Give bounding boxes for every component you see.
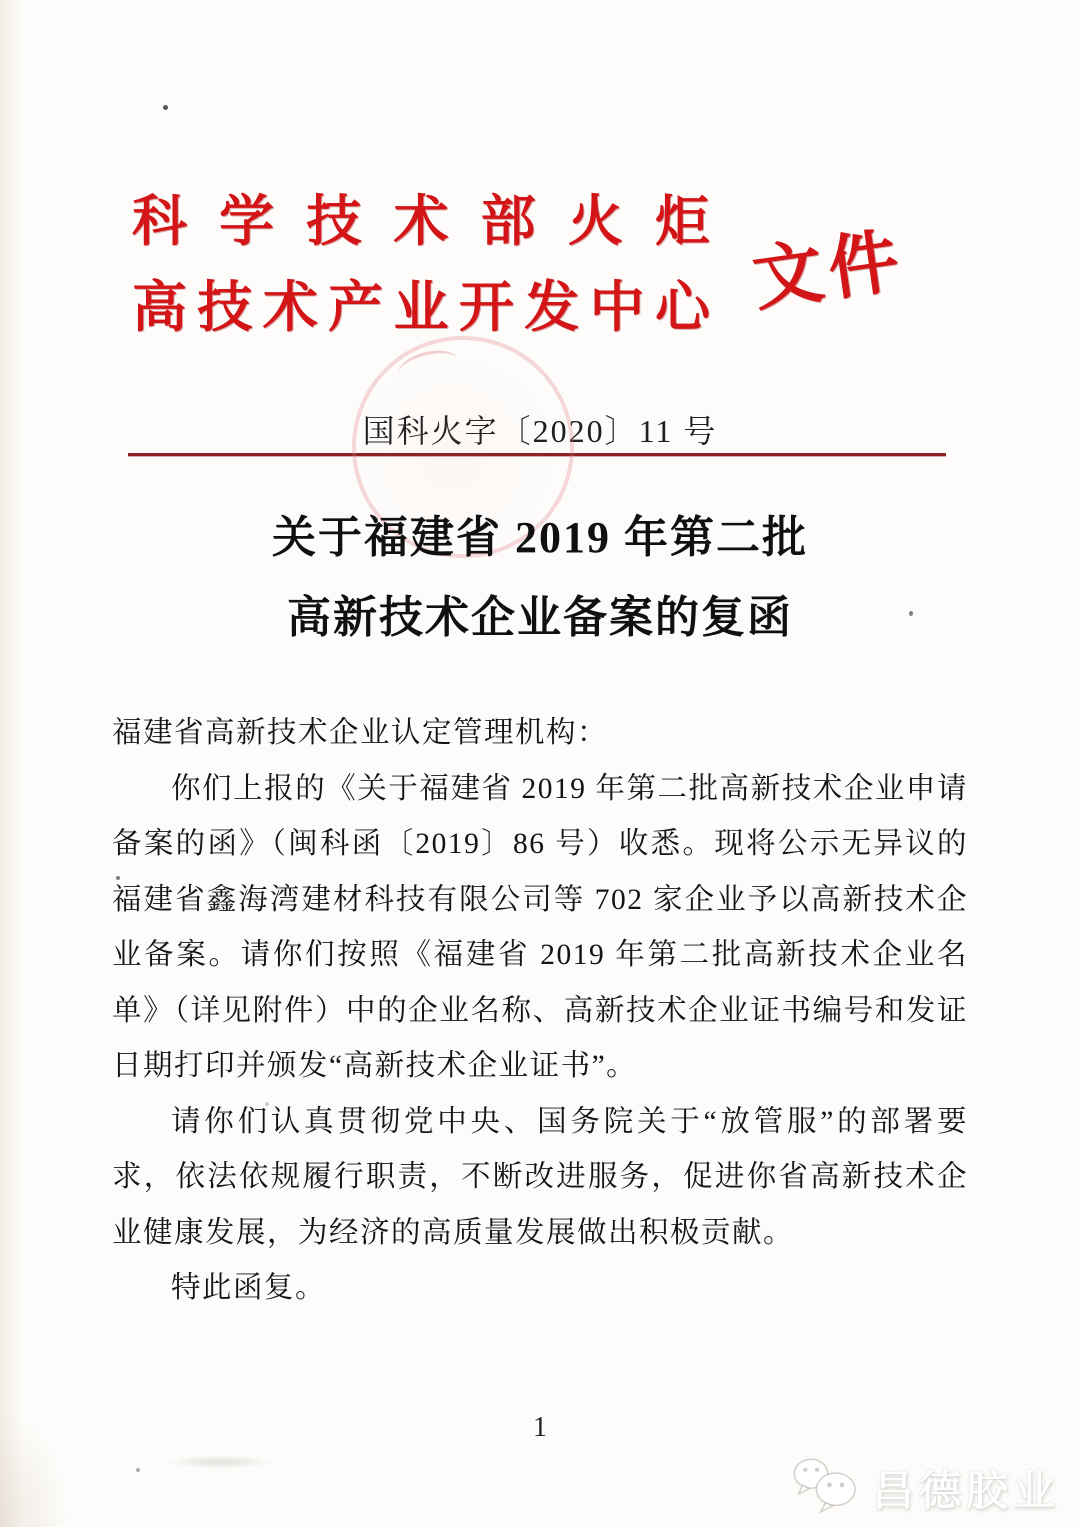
scan-edge-shadow (0, 0, 26, 1527)
salutation: 福建省高新技术企业认定管理机构： (112, 717, 609, 749)
document-type-label: 文件 (748, 222, 910, 321)
document-number: 国科火字〔2020〕11 号 (362, 413, 718, 449)
publisher-watermark (790, 1456, 1060, 1519)
body-paragraph: 你们上报的《关于福建省 2019 年第二批高新技术企业申请备案的函》（闽科函〔2019〕86 号）收悉。现将公示无异议的福建省鑫海湾建材科技有限公司等 702 家企业予以高新技术企业备案。请你们按照《福建省 2019 年第二批高新技术企业名单》（详见附件）中的企业名称、高新技术企业证书编号和发证日期打印并颁发“高新技术企业证书”。 (112, 772, 968, 1082)
body-paragraph: 请你们认真贯彻党中央、国务院关于“放管服”的部署要求，依法依规履行职责，不断改进服务，促进你省高新技术企业健康发展，为经济的高质量发展做出积极贡献。 (112, 1105, 968, 1249)
scan-smudge (165, 1455, 275, 1469)
letterhead (132, 190, 710, 340)
document-body (112, 706, 968, 1317)
watermark-text: 昌德胶业 (871, 1466, 1060, 1514)
page-number: 1 (533, 1412, 547, 1443)
scan-speck (265, 1102, 269, 1106)
scan-speck (163, 105, 168, 110)
document-title (0, 498, 1080, 658)
document-title-line1: 关于福建省 2019 年第二批 (272, 513, 808, 562)
org-name-line1: 科学技术部火炬 (132, 191, 710, 252)
scan-speck (136, 1468, 140, 1472)
wechat-icon (790, 1456, 860, 1519)
org-name-line2: 高技术产业开发中心 (132, 277, 710, 338)
body-paragraph: 特此函复。 (171, 1272, 327, 1304)
scan-speck (909, 611, 913, 616)
document-title-line2: 高新技术企业备案的复函 (287, 593, 793, 642)
scan-speck (116, 876, 120, 880)
